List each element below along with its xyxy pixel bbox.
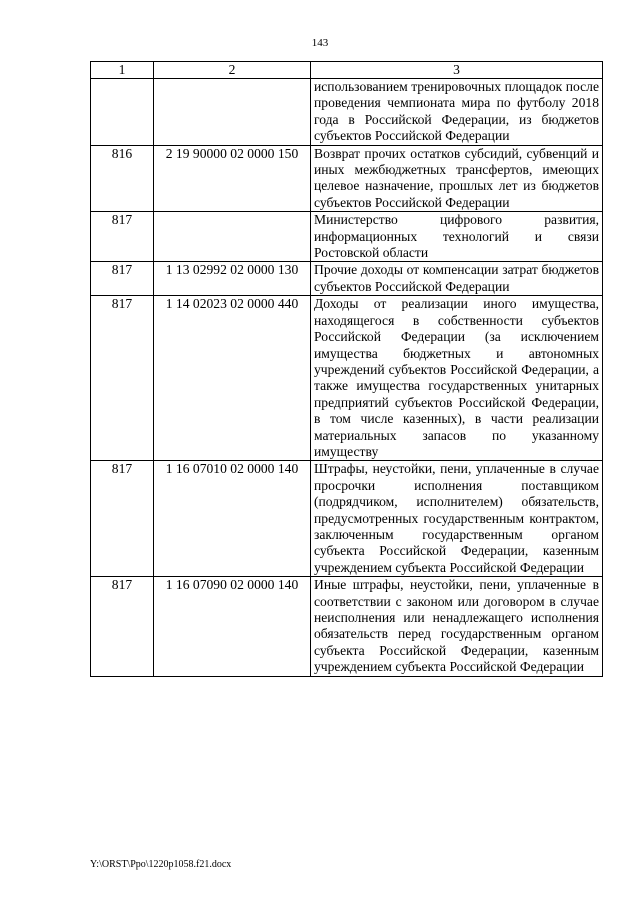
admin-code-cell: 816 (91, 145, 154, 212)
table-header-row (91, 62, 603, 79)
revenue-code-cell: 1 14 02023 02 0000 440 (154, 296, 311, 461)
file-path-footer: Y:\ORST\Ppo\1220p1058.f21.docx (90, 859, 232, 870)
description-cell: использованием тренировочных площадок после проведения чемпионата мира по футболу 2018 года в Российской Федерации, из бюджетов субъектов Российской Федерации (311, 79, 603, 146)
table-row (91, 296, 603, 461)
revenue-code-cell: 2 19 90000 02 0000 150 (154, 145, 311, 212)
admin-code-cell: 817 (91, 296, 154, 461)
admin-code-cell (91, 79, 154, 146)
admin-code-cell: 817 (91, 212, 154, 262)
table-row (91, 79, 603, 146)
admin-code-cell: 817 (91, 577, 154, 676)
description-cell: Доходы от реализации иного имущества, находящегося в собственности субъектов Российской Федерации (за исключением имущества бюджетных и автономных учреждений субъектов Российской Федерации, а также имущества государственных унитарных предприятий субъектов Российской Федерации, в том числе казенных), в части реализации материальных запасов по указанному имуществу (311, 296, 603, 461)
revenue-code-cell (154, 212, 311, 262)
table-row (91, 212, 603, 262)
admin-code-cell: 817 (91, 461, 154, 577)
column-header-3: 3 (311, 62, 603, 79)
table-row (91, 145, 603, 212)
description-cell: Министерство цифрового развития, информационных технологий и связи Ростовской области (311, 212, 603, 262)
column-header-1: 1 (91, 62, 154, 79)
table-row (91, 577, 603, 676)
description-cell: Штрафы, неустойки, пени, уплаченные в случае просрочки исполнения поставщиком (подрядчиком, исполнителем) обязательств, предусмотренных государственным контрактом, заключенным государственным органом субъекта Российской Федерации, казенным учреждением субъекта Российской Федерации (311, 461, 603, 577)
column-header-2: 2 (154, 62, 311, 79)
table-row (91, 262, 603, 296)
description-cell: Прочие доходы от компенсации затрат бюджетов субъектов Российской Федерации (311, 262, 603, 296)
description-cell: Иные штрафы, неустойки, пени, уплаченные в соответствии с законом или договором в случае неисполнения или ненадлежащего исполнения обязательств перед государственным органом субъекта Российской Федерации, казенным учреждением субъекта Российской Федерации (311, 577, 603, 676)
admin-code-cell: 817 (91, 262, 154, 296)
revenue-code-cell (154, 79, 311, 146)
description-cell: Возврат прочих остатков субсидий, субвенций и иных межбюджетных трансфертов, имеющих целевое назначение, прошлых лет из бюджетов субъектов Российской Федерации (311, 145, 603, 212)
page-number: 143 (311, 37, 329, 49)
revenue-code-cell: 1 13 02992 02 0000 130 (154, 262, 311, 296)
table-row (91, 461, 603, 577)
revenue-code-cell: 1 16 07010 02 0000 140 (154, 461, 311, 577)
revenue-codes-table (90, 61, 603, 677)
revenue-code-cell: 1 16 07090 02 0000 140 (154, 577, 311, 676)
